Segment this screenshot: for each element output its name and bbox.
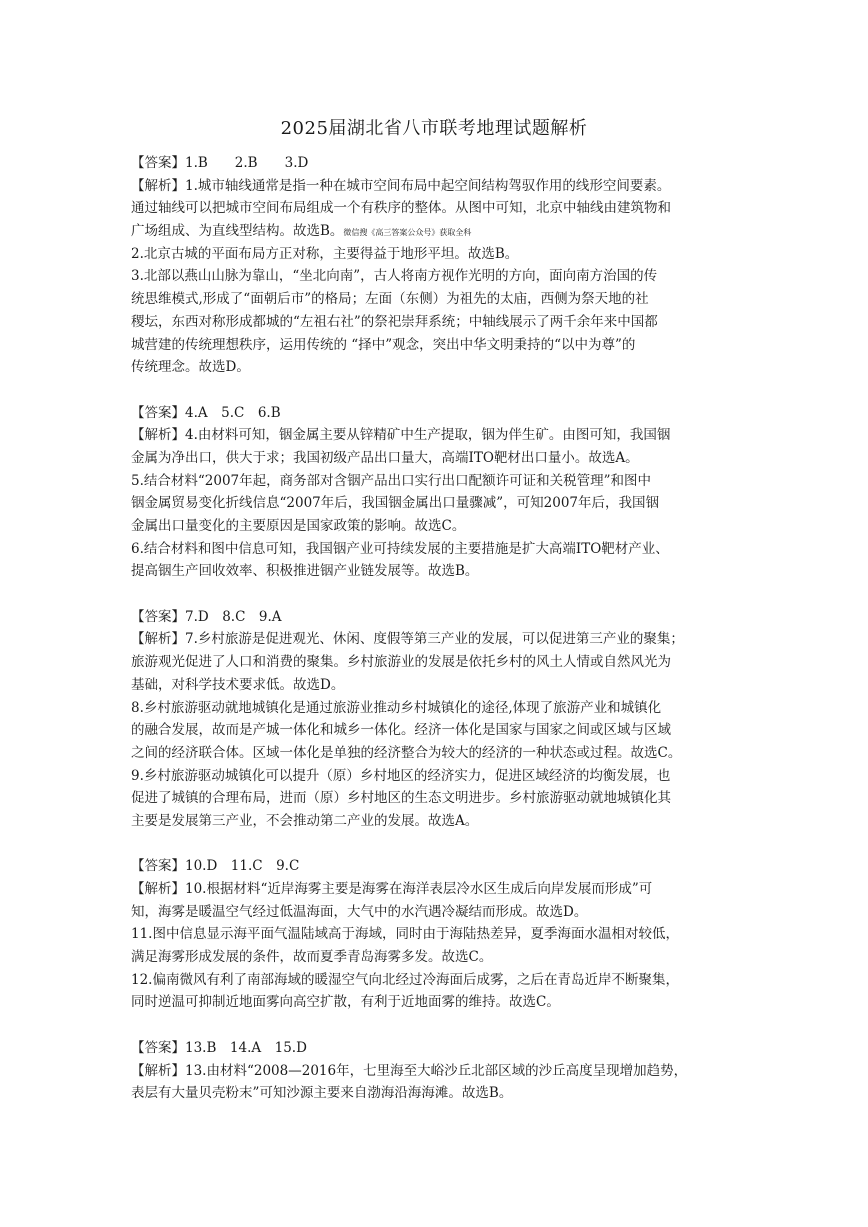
explanation-line: 9.乡村旅游驱动城镇化可以提升（原）乡村地区的经济实力，促进区域经济的均衡发展，也 [131,767,671,784]
explanation-line: 表层有大量贝壳粉末”可知沙源主要来自渤海沿海海滩。故选B。 [131,1085,513,1102]
explanation-line: 通过轴线可以把城市空间布局组成一个有秩序的整体。从图中可知，北京中轴线由建筑物和 [131,200,671,217]
explanation-line: 基础，对科学技术要求低。故选D。 [131,676,345,693]
explanation-line: 金属为净出口，供大于求；我国初级产品出口量大，高端ITO靶材出口量小。故选A。 [131,449,639,466]
explanation-line: 铟金属贸易变化折线信息“2007年后，我国铟金属出口量骤减”，可知2007年后，我国铟 [131,495,660,512]
answer-section-5 [131,1037,743,1105]
explanation-line: 知，海雾是暖温空气经过低温海面，大气中的水汽遇冷凝结而形成。故选D。 [131,903,588,920]
answer-key-line: 【答案】1.B 2.B 3.D [131,155,309,171]
explanation-line: 金属出口量变化的主要原因是国家政策的影响。故选C。 [131,518,466,534]
explanation-line: 广场组成、为直线型结构。故选B。微信搜《高三答案公众号》获取全科 [131,223,472,240]
explanation-line: 11.图中信息显示海平面气温陆域高于海域，同时由于海陆热差异，夏季海面水温相对较低， [131,926,679,943]
wechat-note: 微信搜《高三答案公众号》获取全科 [343,228,472,238]
explanation-line: 稷坛，东西对称形成都城的“左祖右社”的祭祀崇拜系统；中轴线展示了两千余年来中国都 [131,313,658,330]
page-title: 2025届湖北省八市联考地理试题解析 [280,118,588,139]
explanation-line: 5.结合材料“2007年起，商务部对含铟产品出口实行出口配额许可证和关税管理”和图中 [131,472,652,489]
explanation-line: 传统理念。故选D。 [131,359,250,376]
answer-key-line: 【答案】4.A 5.C 6.B [131,404,281,421]
explanation-line: 6.结合材料和图中信息可知，我国铟产业可持续发展的主要措施是扩大高端ITO靶材产业、 [131,540,669,557]
document-body [131,152,743,1105]
explanation-line: 同时逆温可抑制近地面雾向高空扩散，有利于近地面雾的维持。故选C。 [131,994,560,1011]
explanation-line: 8.乡村旅游驱动就地城镇化是通过旅游业推动乡村城镇化的途径,体现了旅游产业和城镇化 [131,699,662,716]
answer-key-line: 【答案】10.D 11.C 9.C [131,858,300,875]
answer-section-3 [131,606,743,833]
explanation-line: 2.北京古城的平面布局方正对称，主要得益于地形平坦。故选B。 [131,245,519,262]
answer-section-4 [131,855,743,1014]
explanation-line: 满足海雾形成发展的条件，故而夏季青岛海雾多发。故选C。 [131,949,493,966]
answer-section-2 [131,402,743,584]
explanation-line: 【解析】1.城市轴线通常是指一种在城市空间布局中起空间结构驾驭作用的线形空间要素。 [131,177,671,194]
explanation-line: 促进了城镇的合理布局，进而（原）乡村地区的生态文明进步。乡村旅游驱动就地城镇化其 [131,790,671,807]
answer-section-1 [131,152,743,379]
answer-key-line: 【答案】7.D 8.C 9.A [131,608,282,625]
explanation-line: 的融合发展，故而是产城一体化和城乡一体化。经济一体化是国家与国家之间或区域与区域 [131,722,671,739]
explanation-line: 【解析】7.乡村旅游是促进观光、休闲、度假等第三产业的发展，可以促进第三产业的聚集； [131,631,684,648]
explanation-line: 【解析】13.由材料“2008—2016年，七里海至大峪沙丘北部区域的沙丘高度呈现增加趋势， [131,1062,688,1079]
explanation-line: 3.北部以燕山山脉为靠山，“坐北向南”，古人将南方视作光明的方向，面向南方治国的传 [131,268,658,285]
explanation-line: 主要是发展第三产业，不会推动第二产业的发展。故选A。 [131,812,479,829]
explanation-line: 统思维模式,形成了“面朝后市”的格局；左面（东侧）为祖先的太庙，西侧为祭天地的社 [131,291,649,308]
explanation-line: 【解析】10.根据材料“近岸海雾主要是海雾在海洋表层冷水区生成后向岸发展而形成”可 [131,881,653,897]
explanation-line: 之间的经济联合体。区域一体化是单独的经济整合为较大的经济的一种状态或过程。故选C。 [131,744,682,761]
explanation-line: 提高铟生产回收效率、积极推进铟产业链发展等。故选B。 [131,563,479,580]
explanation-line: 12.偏南微风有利了南部海域的暖湿空气向北经过冷海面后成雾，之后在青岛近岸不断聚集， [131,971,679,988]
explanation-line: 城营建的传统理想秩序，运用传统的 “择中”观念，突出中华文明秉持的“以中为尊”的 [131,336,636,353]
explanation-line: 旅游观光促进了人口和消费的聚集。乡村旅游业的发展是依托乡村的风土人情或自然风光为 [131,654,671,671]
answer-key-line: 【答案】13.B 14.A 15.D [131,1039,307,1056]
explanation-line: 【解析】4.由材料可知，铟金属主要从锌精矿中生产提取，铟为伴生矿。由图可知，我国铟 [131,427,671,444]
